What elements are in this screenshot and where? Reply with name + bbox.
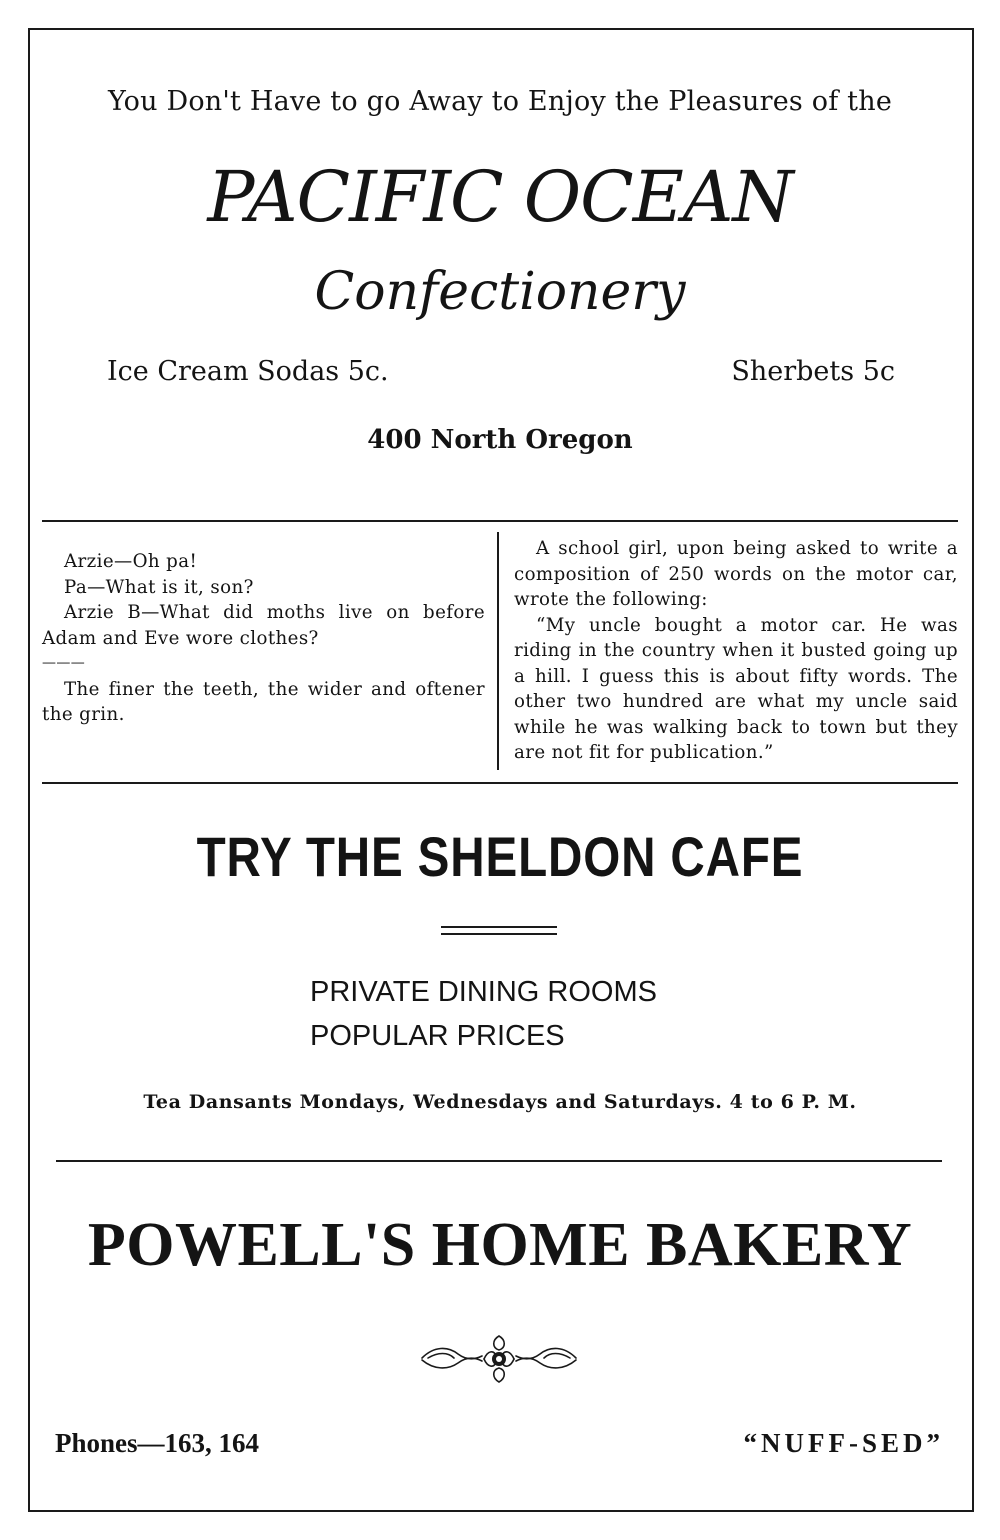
sherbets-price: Sherbets 5c <box>731 356 895 387</box>
jokes-right-column <box>514 536 958 766</box>
joke-line: Arzie B—What did moths live on before Adam and Eve wore clothes? <box>42 602 485 649</box>
pacific-address: 400 North Oregon <box>367 425 633 455</box>
popular-prices: POPULAR PRICES <box>310 1020 565 1052</box>
divider-bottom <box>42 782 958 784</box>
sheldon-cafe-title: TRY THE SHELDON CAFE <box>196 825 804 888</box>
confectionery-title: Confectionery <box>314 262 686 322</box>
scroll-ornament-icon <box>418 1330 580 1388</box>
double-rule-upper <box>441 926 557 928</box>
tea-dansants-schedule: Tea Dansants Mondays, Wednesdays and Saturdays. 4 to 6 P. M. <box>143 1091 857 1113</box>
nuff-sed-slogan: “NUFF-SED” <box>743 1428 944 1458</box>
divider-powell <box>56 1160 942 1162</box>
pacific-headline: You Don't Have to go Away to Enjoy the Pleasures of the <box>108 86 892 117</box>
jokes-left-column <box>42 549 485 728</box>
joke-line: Pa—What is it, son? <box>64 576 254 598</box>
joke-line: Arzie—Oh pa! <box>64 551 198 572</box>
page-border <box>28 28 974 1512</box>
divider-top <box>42 520 958 522</box>
double-rule-lower <box>441 933 557 935</box>
composition-quote: “My uncle bought a motor car. He was riding in the country when it busted going up a hill. I guess this is about fifty words. The other two hundred are what my uncle said while he was walking back to town but they are not fit for publication.” <box>514 614 958 763</box>
pacific-ocean-title: PACIFIC OCEAN <box>207 156 793 238</box>
joke-separator: ——— <box>42 655 86 671</box>
composition-intro: A school girl, upon being asked to write a composition of 250 words on the motor car, wrote the following: <box>514 538 958 610</box>
column-divider <box>497 532 499 770</box>
private-dining-rooms: PRIVATE DINING ROOMS <box>310 976 657 1008</box>
bakery-phones: Phones—163, 164 <box>55 1428 260 1458</box>
joke-quip: The finer the teeth, the wider and oftener the grin. <box>42 678 485 725</box>
ice-cream-sodas-price: Ice Cream Sodas 5c. <box>107 356 389 387</box>
powells-bakery-title: POWELL'S HOME BAKERY <box>87 1211 913 1279</box>
